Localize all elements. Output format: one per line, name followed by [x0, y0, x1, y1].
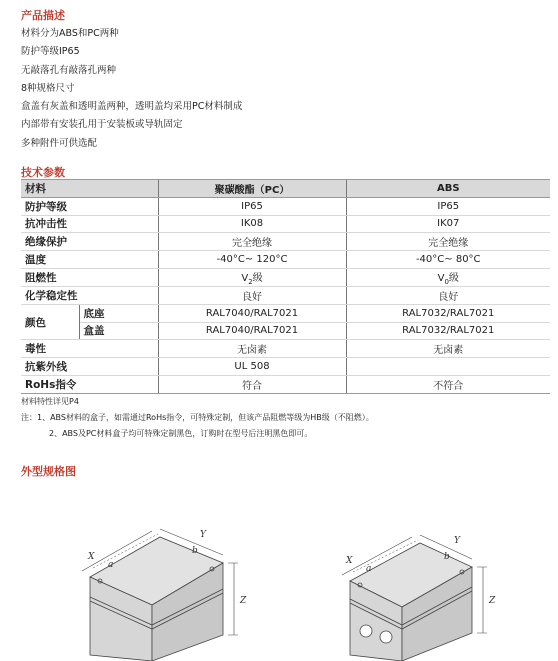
dim-b: b	[192, 546, 198, 556]
description-line: 无敲落孔有敲落孔两种	[21, 64, 117, 76]
row-label: 绝缘保护	[21, 233, 158, 251]
description-line: 多种附件可供选配	[21, 137, 98, 149]
flame-class-sub: 2	[248, 277, 253, 286]
table-row	[21, 197, 550, 215]
dim-a: a	[108, 560, 114, 570]
description-line: 材料分为ABS和PC两种	[21, 28, 119, 39]
abs-value: 无卤素	[346, 340, 550, 358]
abs-value: IP65	[346, 197, 550, 215]
row-label: 毒性	[21, 340, 158, 358]
section-title-description: 产品描述	[21, 9, 65, 22]
abs-value: RAL7032/RAL7021	[346, 304, 550, 322]
header-pc: 聚碳酸酯（PC）	[158, 180, 346, 198]
abs-value: -40°C~ 80°C	[346, 251, 550, 269]
description-list	[21, 25, 242, 153]
pc-value: 良好	[158, 286, 346, 304]
table-row	[21, 322, 550, 340]
row-label-color: 颜色	[21, 304, 79, 340]
note-line: 2、ABS及PC材料盒子均可特殊定制黑色，订购时在型号后注明黑色即可。	[49, 429, 313, 438]
header-material: 材料	[21, 180, 158, 198]
abs-value: 良好	[346, 286, 550, 304]
row-label-cover: 盒盖	[79, 322, 158, 340]
pc-value: -40°C~ 120°C	[158, 251, 346, 269]
row-label: 防护等级	[21, 197, 158, 215]
table-row	[21, 375, 550, 393]
table-row	[21, 251, 550, 269]
pc-value	[158, 268, 346, 286]
flame-class-suffix: 级	[252, 272, 263, 284]
row-label: 抗紫外线	[21, 358, 158, 376]
dim-y: Y	[200, 530, 206, 540]
note-line: 注：1、ABS材料的盒子，如需通过RoHs指令，可特殊定制，但该产品阻燃等级为HB级（不阻燃）。	[21, 413, 374, 422]
table-row	[21, 215, 550, 233]
section-title-specs: 技术参数	[21, 166, 65, 179]
row-label: 抗冲击性	[21, 215, 158, 233]
description-line: 盒盖有灰盖和透明盖两种，透明盖均采用PC材料制成	[21, 101, 243, 113]
table-row	[21, 358, 550, 376]
pc-value: UL 508	[158, 358, 346, 376]
table-header-row	[21, 180, 550, 198]
table-row	[21, 340, 550, 358]
dim-y-right: Y	[454, 536, 460, 546]
row-label: 化学稳定性	[21, 286, 158, 304]
abs-value: IK07	[346, 215, 550, 233]
description-line: 8种规格尺寸	[21, 82, 75, 94]
flame-class-letter: V	[241, 272, 249, 284]
description-line: 内部带有安装孔用于安装板或导轨固定	[21, 119, 183, 131]
pc-value: 符合	[158, 375, 346, 393]
pc-value: 完全绝缘	[158, 233, 346, 251]
spec-table	[21, 179, 550, 394]
dim-a-right: a	[366, 564, 372, 574]
flame-class-suffix: 级	[448, 272, 459, 284]
dim-z-right: Z	[489, 596, 496, 606]
pc-value: IK08	[158, 215, 346, 233]
section-title-drawings: 外型规格图	[21, 465, 76, 478]
notes	[21, 394, 374, 442]
abs-value: 不符合	[346, 375, 550, 393]
abs-value	[346, 268, 550, 286]
pc-value: IP65	[158, 197, 346, 215]
dim-b-right: b	[444, 552, 450, 562]
enclosure-left	[82, 529, 238, 661]
header-abs: ABS	[346, 180, 550, 198]
flame-class-letter: V	[437, 272, 445, 284]
dim-x: X	[88, 552, 95, 562]
table-row	[21, 304, 550, 322]
pc-value: RAL7040/RAL7021	[158, 304, 346, 322]
pc-value: 无卤素	[158, 340, 346, 358]
row-label: 温度	[21, 251, 158, 269]
flame-class-sub: 0	[444, 277, 449, 286]
description-line: 防护等级IP65	[21, 46, 80, 58]
note-line: 材料特性详见P4	[21, 397, 79, 406]
dimension-drawings	[60, 515, 520, 661]
table-row	[21, 268, 550, 286]
table-row	[21, 233, 550, 251]
row-label: 阻燃性	[21, 268, 158, 286]
abs-value: 完全绝缘	[346, 233, 550, 251]
table-row	[21, 286, 550, 304]
dim-x-right: X	[346, 556, 353, 566]
abs-value: RAL7032/RAL7021	[346, 322, 550, 340]
dim-z: Z	[240, 596, 247, 606]
enclosure-drawings-svg	[60, 515, 520, 661]
abs-value	[346, 358, 550, 376]
row-label-base: 底座	[79, 304, 158, 322]
pc-value: RAL7040/RAL7021	[158, 322, 346, 340]
row-label: RoHs指令	[21, 375, 158, 393]
enclosure-right	[342, 535, 487, 661]
